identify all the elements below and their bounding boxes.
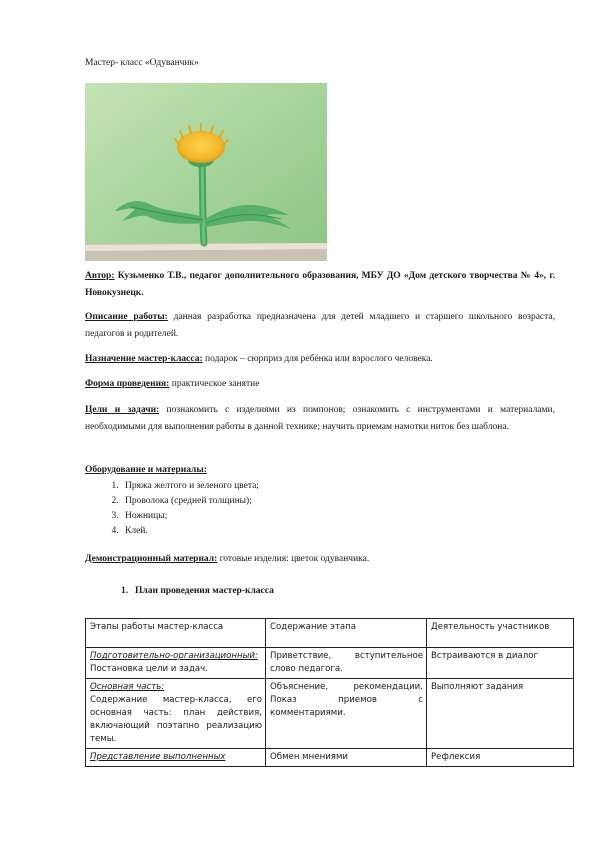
purpose-label: Назначение мастер-класса: bbox=[85, 354, 203, 364]
form-text: практическое занятие bbox=[169, 379, 260, 389]
list-item: 1. Пряжа желтого и зеленого цвета; bbox=[121, 479, 259, 494]
plan-heading-text: План проведения мастер-класса bbox=[135, 586, 274, 596]
stage-text: Содержание мастер-класса, его основная часть: план действия, включающий поэтапно реализацию темы. bbox=[90, 695, 262, 744]
stage-cell bbox=[86, 749, 266, 767]
header-cell: Содержание этапа bbox=[266, 619, 427, 648]
plan-table bbox=[85, 618, 574, 767]
content-cell: Обмен мнениями bbox=[266, 749, 427, 767]
description-paragraph bbox=[85, 309, 555, 343]
table-row bbox=[86, 679, 574, 749]
activity-cell: Рефлексия bbox=[427, 749, 574, 767]
content-cell: Приветствие, вступительное слово педагога. bbox=[266, 648, 427, 679]
activity-cell: Выполняют задания bbox=[427, 679, 574, 749]
header-cell: Деятельность участников bbox=[427, 619, 574, 648]
stage-cell bbox=[86, 679, 266, 749]
dandelion-photo bbox=[85, 83, 327, 261]
description-label: Описание работы: bbox=[85, 312, 168, 322]
purpose-text: подарок – сюрприз для ребёнка или взрослого человека. bbox=[202, 354, 433, 364]
activity-cell: Встраиваются в диалог bbox=[427, 648, 574, 679]
demo-label: Демонстрационный материал: bbox=[85, 554, 218, 564]
stage-title: Представление выполненных bbox=[90, 752, 226, 762]
table-row bbox=[86, 749, 574, 767]
equipment-list bbox=[103, 479, 259, 539]
dandelion-illustration bbox=[85, 83, 327, 261]
goals-paragraph bbox=[85, 402, 555, 436]
goals-text: познакомить с изделиями из помпонов; ознакомить с инструментами и материалами, необходимыми для выполнения работы в данной технике; научить приемам намотки ниток без шаблона. bbox=[85, 405, 555, 432]
author-text: Кузьменко Т.В., педагог дополнительного образования, МБУ ДО «Дом детского творчества № 4», г. Новокузнецк. bbox=[85, 271, 555, 298]
demo-text: готовые изделия: цветок одуванчика. bbox=[217, 554, 370, 564]
page-title: Мастер- класс «Одуванчик» bbox=[85, 58, 199, 68]
list-item: 3. Ножницы; bbox=[121, 509, 259, 524]
table-row bbox=[86, 648, 574, 679]
plan-number: 1. bbox=[121, 586, 129, 596]
author-label: Автор: bbox=[85, 271, 115, 281]
list-item: 2. Проволока (средней толщины); bbox=[121, 494, 259, 509]
purpose-paragraph bbox=[85, 351, 555, 368]
demo-paragraph bbox=[85, 551, 555, 568]
equipment-heading-paragraph bbox=[85, 462, 555, 479]
author-paragraph bbox=[85, 268, 555, 302]
table-header-row bbox=[86, 619, 574, 648]
form-paragraph bbox=[85, 376, 555, 393]
stage-title: Основная часть: bbox=[90, 682, 165, 692]
list-item: 4. Клей. bbox=[121, 524, 259, 539]
plan-heading bbox=[121, 586, 274, 596]
equipment-heading: Оборудование и материалы: bbox=[85, 465, 207, 475]
form-label: Форма проведения: bbox=[85, 379, 170, 389]
content-cell: Объяснение, рекомендации. Показ приемов с комментариями. bbox=[266, 679, 427, 749]
description-text: данная разработка предназначена для детей младшего и старшего школьного возраста, педагогов и родителей. bbox=[85, 312, 555, 339]
stage-text: Постановка цели и задач. bbox=[90, 664, 208, 674]
stage-title: Подготовительно-организационный: bbox=[90, 651, 258, 661]
header-cell: Этапы работы мастер-класса bbox=[86, 619, 266, 648]
goals-label: Цели и задачи: bbox=[85, 405, 160, 415]
stage-cell bbox=[86, 648, 266, 679]
